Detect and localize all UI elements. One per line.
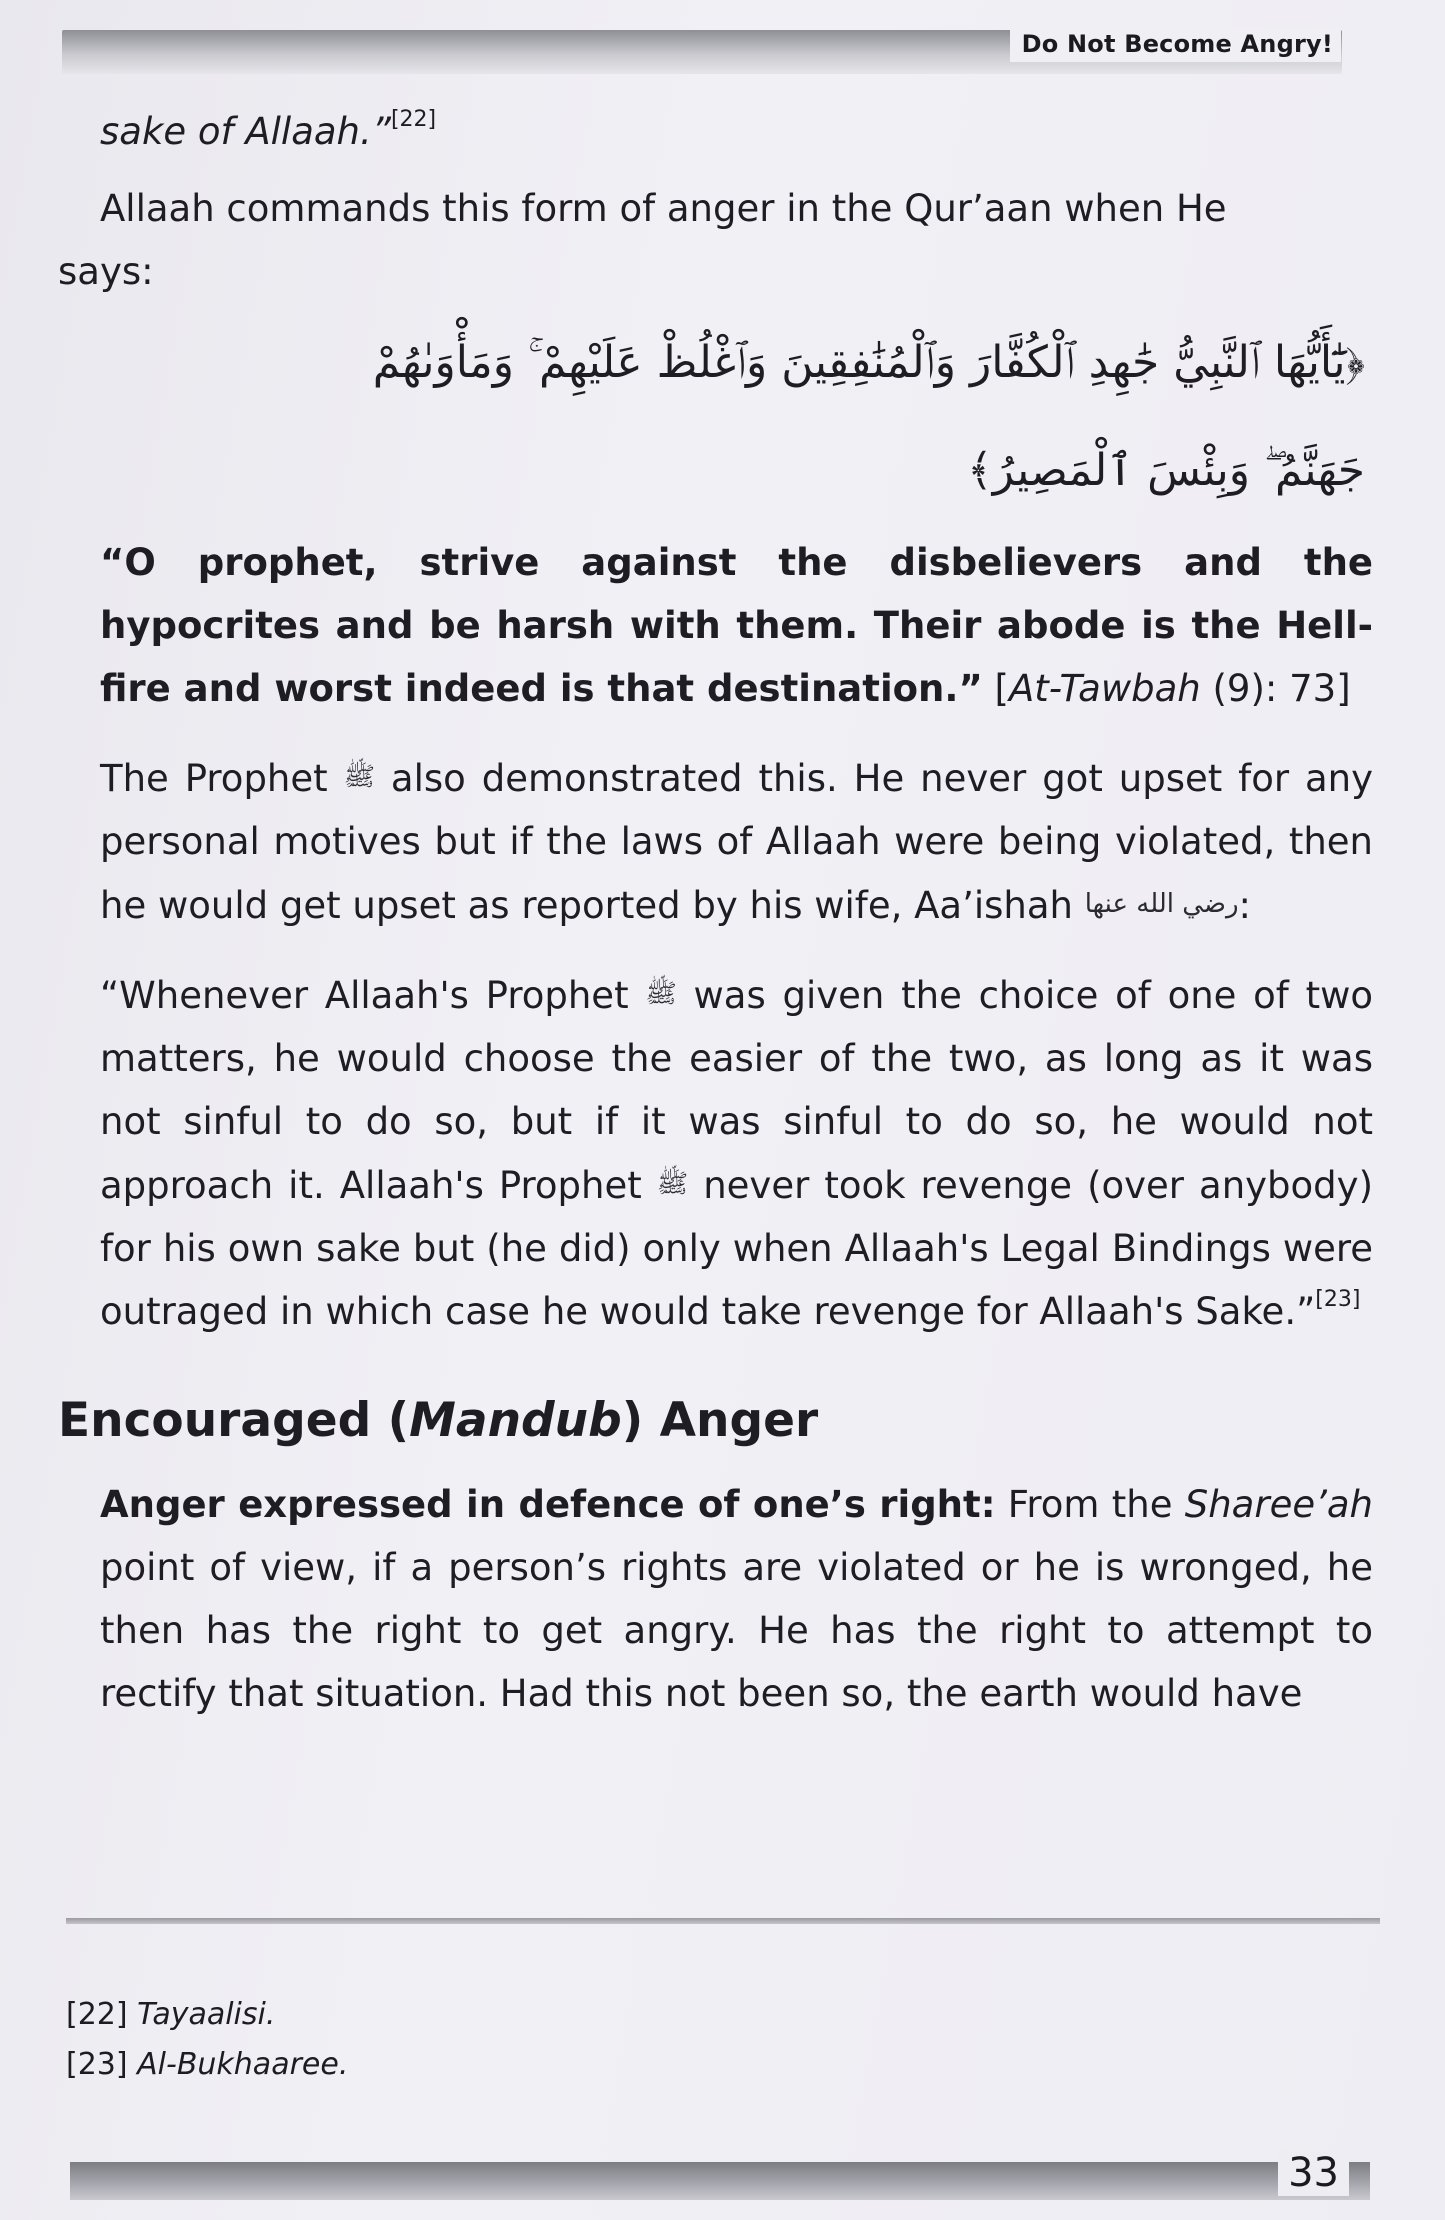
- verse-ref-open: [: [982, 667, 1009, 710]
- paragraph-prophet: [58, 746, 1373, 937]
- intro-line-1: Allaah commands this form of anger in the Qur’aan when He: [100, 187, 1227, 230]
- hadith-text-b: was given the choice of one of two matters, he would choose the easier of the two, as long as it was not sinful to do so, but if it was sinful to do so, he would not approach it. Allaah's Prophet: [100, 974, 1373, 1207]
- hadith-text-c: never took revenge (over anybody) for his own sake but (he did) only when Allaah's Legal Bindings were outraged in which case he would take revenge for Allaah's Sake.”: [100, 1164, 1373, 1333]
- paragraph-intro: [58, 177, 1373, 240]
- footnote-ref-23: [23]: [1315, 1287, 1361, 1312]
- verse-ref-surah: At-Tawbah: [1008, 667, 1201, 710]
- footnote-23: [66, 2040, 1266, 2090]
- lead-bold: Anger expressed in defence of one’s right:: [100, 1483, 996, 1526]
- main-text: [58, 100, 1373, 1725]
- lead-text-a: From the: [995, 1483, 1185, 1526]
- quran-verse-arabic: [58, 309, 1373, 525]
- quran-translation: [58, 531, 1373, 720]
- footnote-ref-22: [22]: [390, 107, 437, 132]
- salutation-icon: ﷺ: [343, 762, 375, 792]
- running-header-title: Do Not Become Angry!: [1010, 28, 1341, 62]
- paragraph-intro-end: [58, 240, 1373, 303]
- footnote-22-text: Tayaalisi.: [137, 1997, 276, 2032]
- page-number: 33: [1278, 2150, 1349, 2196]
- footnote-23-text: Al-Bukhaaree.: [137, 2047, 349, 2082]
- lead-italic: Sharee’ah: [1184, 1483, 1373, 1526]
- prophet-text-b: also demonstrated this. He never got upset for any personal motives but if the laws of Allaah were being violated, then he would get upset as reported by his wife, Aa’ishah: [100, 757, 1373, 927]
- arabic-line-2: جَهَنَّمُ ۖ وَبِئْسَ ٱلْمَصِيرُ﴾: [967, 445, 1365, 496]
- heading-post: ) Anger: [621, 1393, 819, 1448]
- arabic-line-1: ﴿يَٰٓأَيُّهَا ٱلنَّبِيُّ جَٰهِدِ ٱلْكُفَّارَ وَٱلْمُنَٰفِقِينَ وَٱغْلُظْ عَلَيْهِمْ ۚ وَمَأْوَىٰهُمْ: [372, 337, 1365, 388]
- footnote-22: [66, 1990, 1266, 2040]
- footnote-22-number: [22]: [66, 1997, 128, 2032]
- heading-italic: Mandub: [409, 1393, 622, 1448]
- lead-text-b: point of view, if a person’s rights are violated or he is wronged, he then has the right to get angry. He has the right to attempt to rectify that situation. Had this not been so, the earth would have: [100, 1546, 1373, 1715]
- continuation-italic: sake of Allaah.”: [100, 110, 391, 153]
- prophet-text-a: The Prophet: [100, 757, 344, 800]
- salutation-icon: ﷺ: [645, 979, 677, 1009]
- footnote-divider: [66, 1918, 1380, 1924]
- radiallahu-anha-icon: رضي الله عنها: [1084, 889, 1239, 919]
- salutation-icon: ﷺ: [656, 1169, 689, 1199]
- translation-text: “O prophet, strive against the disbelievers and the hypocrites and be harsh with them. Their abode is the Hell-fire and worst indeed is that destination.”: [100, 541, 1373, 710]
- hadith-text-a: “Whenever Allaah's Prophet: [100, 974, 646, 1017]
- verse-ref-number: (9): 73]: [1200, 667, 1351, 710]
- paragraph-continuation: [58, 100, 1373, 163]
- paragraph-encouraged: [58, 1473, 1373, 1725]
- footnotes: [66, 1990, 1266, 2090]
- heading-pre: Encouraged (: [58, 1393, 410, 1448]
- prophet-text-end: :: [1238, 884, 1252, 927]
- footnote-23-number: [23]: [66, 2047, 128, 2082]
- hadith-quote: [58, 963, 1373, 1343]
- intro-line-2: says:: [58, 250, 154, 293]
- section-heading: [58, 1391, 1373, 1451]
- footer-bar: [70, 2162, 1370, 2200]
